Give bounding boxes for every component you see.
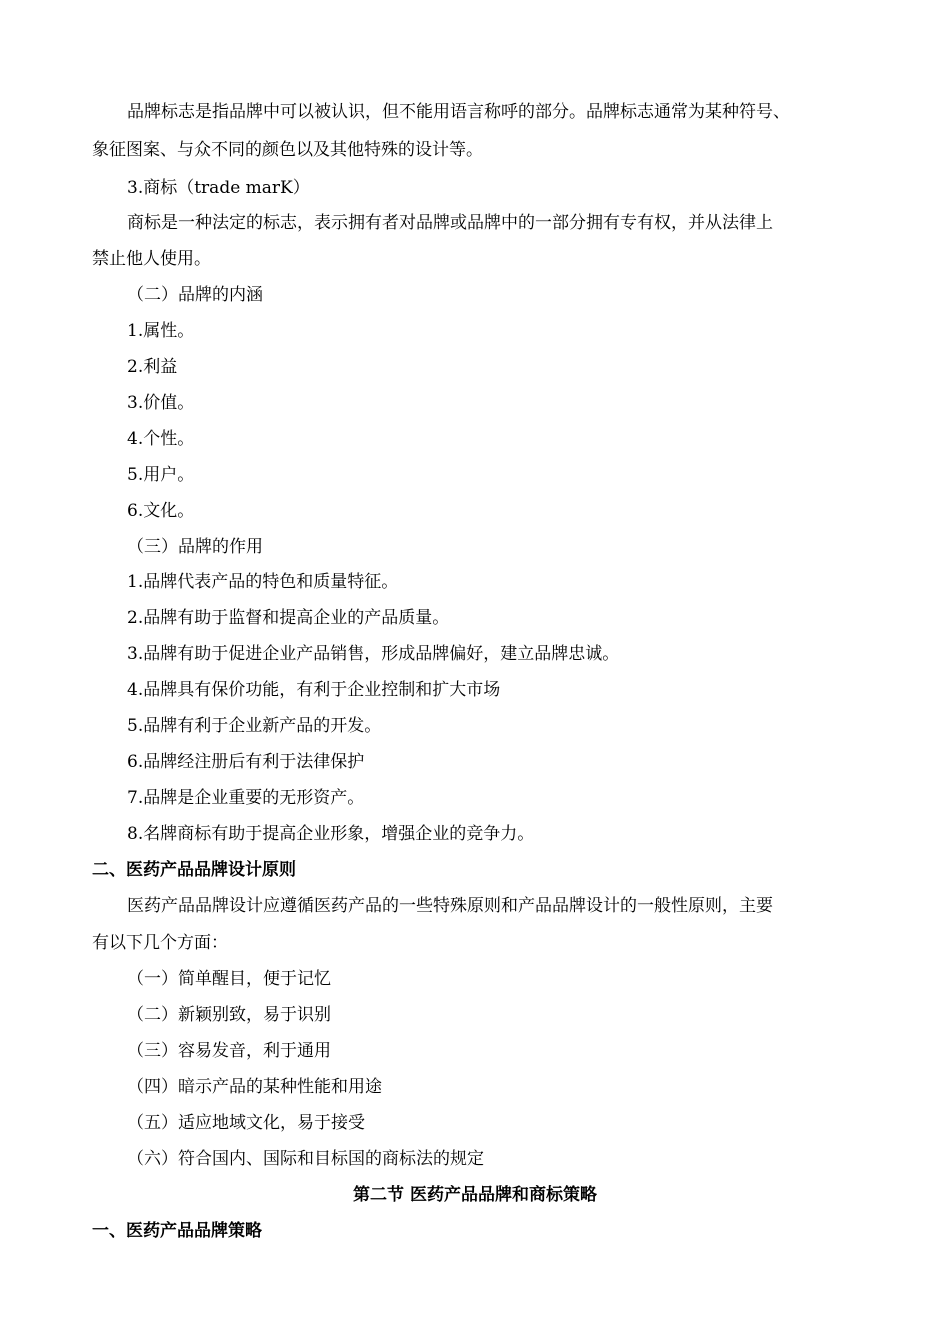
list-item: （二）新颖别致，易于识别 xyxy=(127,1005,331,1025)
paragraph-trademark-line1: 商标是一种法定的标志，表示拥有者对品牌或品牌中的一部分拥有专有权，并从法律上 xyxy=(127,213,773,233)
heading-design-principles: 二、医药产品品牌设计原则 xyxy=(92,860,296,880)
paragraph-design-line1: 医药产品品牌设计应遵循医药产品的一些特殊原则和产品品牌设计的一般性原则，主要 xyxy=(127,896,773,916)
heading-brand-role: （三）品牌的作用 xyxy=(127,537,263,557)
list-item: 1.属性。 xyxy=(127,321,195,341)
list-item: 2.利益 xyxy=(127,357,178,377)
heading-brand-strategy: 一、医药产品品牌策略 xyxy=(92,1221,262,1241)
list-item: 6.文化。 xyxy=(127,501,195,521)
list-item: （六）符合国内、国际和目标国的商标法的规定 xyxy=(127,1149,484,1169)
list-item: （三）容易发音，利于通用 xyxy=(127,1041,331,1061)
heading-trademark: 3.商标（trade marK） xyxy=(127,178,310,198)
list-item: （五）适应地域文化，易于接受 xyxy=(127,1113,365,1133)
list-item: 6.品牌经注册后有利于法律保护 xyxy=(127,752,365,772)
section-title: 第二节 医药产品品牌和商标策略 xyxy=(353,1185,597,1205)
paragraph-brand-mark-line2: 象征图案、与众不同的颜色以及其他特殊的设计等。 xyxy=(92,140,483,160)
list-item: 4.品牌具有保价功能，有利于企业控制和扩大市场 xyxy=(127,680,501,700)
list-item: 3.品牌有助于促进企业产品销售，形成品牌偏好，建立品牌忠诚。 xyxy=(127,644,620,664)
list-item: 7.品牌是企业重要的无形资产。 xyxy=(127,788,365,808)
paragraph-design-line2: 有以下几个方面： xyxy=(92,933,228,953)
list-item: 5.品牌有利于企业新产品的开发。 xyxy=(127,716,382,736)
list-item: 2.品牌有助于监督和提高企业的产品质量。 xyxy=(127,608,450,628)
list-item: 3.价值。 xyxy=(127,393,195,413)
heading-brand-connotation: （二）品牌的内涵 xyxy=(127,285,263,305)
list-item: 5.用户。 xyxy=(127,465,195,485)
list-item: （一）简单醒目，便于记忆 xyxy=(127,969,331,989)
paragraph-brand-mark-line1: 品牌标志是指品牌中可以被认识，但不能用语言称呼的部分。品牌标志通常为某种符号、 xyxy=(127,102,790,122)
list-item: 4.个性。 xyxy=(127,429,195,449)
paragraph-trademark-line2: 禁止他人使用。 xyxy=(92,249,211,269)
list-item: （四）暗示产品的某种性能和用途 xyxy=(127,1077,382,1097)
list-item: 8.名牌商标有助于提高企业形象，增强企业的竞争力。 xyxy=(127,824,535,844)
list-item: 1.品牌代表产品的特色和质量特征。 xyxy=(127,572,399,592)
